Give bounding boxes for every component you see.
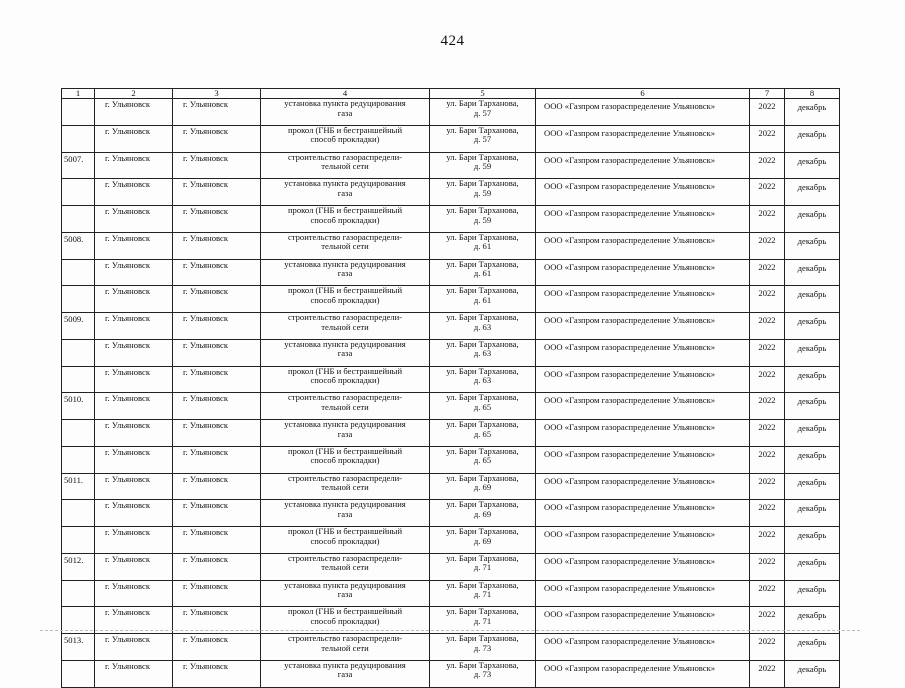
work-type-cell: [261, 366, 430, 393]
work-type-cell: [261, 259, 430, 286]
column-header: 4: [261, 89, 430, 99]
organization-cell: ООО «Газпром газораспределение Ульяновск»: [536, 232, 750, 259]
year-cell: 2022: [750, 313, 785, 340]
year-cell: 2022: [750, 500, 785, 527]
table-row: [62, 232, 840, 259]
column-header-row: [62, 89, 840, 99]
month-cell: декабрь: [785, 580, 840, 607]
column-header: 6: [536, 89, 750, 99]
address-cell-line: ул. Бари Тарханова,: [446, 473, 519, 483]
address-cell: [430, 286, 536, 313]
column-header: 2: [95, 89, 173, 99]
year-cell: 2022: [750, 393, 785, 420]
city-cell: г. Ульяновск: [95, 206, 173, 233]
address-cell-line: д. 61: [473, 294, 492, 305]
address-cell-line: ул. Бари Тарханова,: [446, 392, 519, 403]
work-type-cell-line: газа: [337, 107, 353, 118]
city-cell: г. Ульяновск: [95, 152, 173, 179]
row-number-cell: [62, 339, 95, 366]
work-type-cell-line: установка пункта редуцирования: [284, 660, 406, 670]
city-cell: г. Ульяновск: [95, 339, 173, 366]
table-row: [62, 259, 840, 286]
address-cell-line: д. 65: [473, 401, 492, 412]
work-type-cell-line: установка пункта редуцирования: [284, 580, 406, 590]
work-type-cell: [261, 473, 430, 500]
month-cell: декабрь: [785, 286, 840, 313]
column-header: 1: [62, 89, 95, 99]
work-type-cell: [261, 634, 430, 661]
address-cell: [430, 179, 536, 206]
address-cell: [430, 473, 536, 500]
page-edge-divider: [40, 630, 860, 631]
work-type-cell-line: прокол (ГНБ и бестраншейный: [287, 205, 403, 215]
address-cell-line: ул. Бари Тарханова,: [446, 125, 519, 135]
settlement-cell: г. Ульяновск: [173, 634, 261, 661]
year-cell: 2022: [750, 179, 785, 206]
work-type-cell: [261, 125, 430, 152]
year-cell: 2022: [750, 232, 785, 259]
table-row: [62, 313, 840, 340]
work-type-cell-line: тельной сети: [321, 562, 369, 573]
table-row: [62, 152, 840, 179]
city-cell: г. Ульяновск: [95, 259, 173, 286]
work-type-cell-line: установка пункта редуцирования: [284, 499, 406, 510]
organization-cell: ООО «Газпром газораспределение Ульяновск»: [536, 99, 750, 126]
work-type-cell-line: тельной сети: [321, 401, 369, 412]
address-cell-line: ул. Бари Тарханова,: [446, 152, 519, 162]
organization-cell: ООО «Газпром газораспределение Ульяновск»: [536, 500, 750, 527]
address-cell-line: ул. Бари Тарханова,: [446, 526, 519, 536]
year-cell: 2022: [750, 580, 785, 607]
year-cell: 2022: [750, 553, 785, 580]
address-cell-line: ул. Бари Тарханова,: [446, 553, 519, 563]
row-number-cell: [62, 125, 95, 152]
organization-cell: ООО «Газпром газораспределение Ульяновск»: [536, 125, 750, 152]
month-cell: декабрь: [785, 393, 840, 420]
address-cell: [430, 393, 536, 420]
address-cell-line: ул. Бари Тарханова,: [446, 312, 519, 322]
address-cell-line: д. 71: [473, 615, 492, 626]
settlement-cell: г. Ульяновск: [173, 580, 261, 607]
work-type-cell-line: способ прокладки): [310, 535, 380, 546]
organization-cell: ООО «Газпром газораспределение Ульяновск»: [536, 152, 750, 179]
work-type-cell-line: способ прокладки): [310, 214, 380, 225]
month-cell: декабрь: [785, 366, 840, 393]
work-type-cell: [261, 313, 430, 340]
settlement-cell: г. Ульяновск: [173, 366, 261, 393]
row-number-cell: 5012.: [62, 553, 95, 580]
address-cell-line: д. 61: [473, 268, 492, 279]
work-type-cell-line: прокол (ГНБ и бестраншейный: [287, 446, 403, 456]
address-cell-line: ул. Бари Тарханова,: [446, 499, 519, 510]
address-cell-line: ул. Бари Тарханова,: [446, 205, 519, 215]
address-cell: [430, 206, 536, 233]
address-cell-line: ул. Бари Тарханова,: [446, 419, 519, 429]
row-number-cell: [62, 259, 95, 286]
work-type-cell-line: газа: [337, 348, 353, 359]
organization-cell: ООО «Газпром газораспределение Ульяновск»: [536, 366, 750, 393]
address-cell: [430, 259, 536, 286]
address-cell-line: д. 59: [473, 214, 492, 225]
settlement-cell: г. Ульяновск: [173, 527, 261, 554]
address-cell: [430, 339, 536, 366]
year-cell: 2022: [750, 607, 785, 634]
row-number-cell: [62, 179, 95, 206]
column-header: 3: [173, 89, 261, 99]
work-type-cell: [261, 500, 430, 527]
year-cell: 2022: [750, 339, 785, 366]
work-type-cell: [261, 553, 430, 580]
settlement-cell: г. Ульяновск: [173, 473, 261, 500]
address-cell-line: ул. Бари Тарханова,: [446, 259, 519, 269]
row-number-cell: 5009.: [62, 313, 95, 340]
month-cell: декабрь: [785, 446, 840, 473]
month-cell: декабрь: [785, 339, 840, 366]
address-cell-line: д. 69: [473, 508, 492, 519]
address-cell-line: д. 69: [473, 482, 492, 493]
city-cell: г. Ульяновск: [95, 99, 173, 126]
work-type-cell: [261, 580, 430, 607]
address-cell-line: д. 63: [473, 375, 492, 386]
organization-cell: ООО «Газпром газораспределение Ульяновск»: [536, 206, 750, 233]
column-header: 8: [785, 89, 840, 99]
work-type-cell: [261, 232, 430, 259]
city-cell: г. Ульяновск: [95, 553, 173, 580]
month-cell: декабрь: [785, 420, 840, 447]
table-row: [62, 99, 840, 126]
work-type-cell-line: строительство газораспредели-: [287, 392, 403, 403]
month-cell: декабрь: [785, 152, 840, 179]
work-type-cell-line: прокол (ГНБ и бестраншейный: [287, 285, 403, 296]
work-type-cell: [261, 527, 430, 554]
address-cell: [430, 580, 536, 607]
work-type-cell: [261, 660, 430, 687]
organization-cell: ООО «Газпром газораспределение Ульяновск»: [536, 527, 750, 554]
settlement-cell: г. Ульяновск: [173, 393, 261, 420]
city-cell: г. Ульяновск: [95, 500, 173, 527]
month-cell: декабрь: [785, 634, 840, 661]
city-cell: г. Ульяновск: [95, 232, 173, 259]
row-number-cell: 5010.: [62, 393, 95, 420]
address-cell: [430, 366, 536, 393]
settlement-cell: г. Ульяновск: [173, 339, 261, 366]
settlement-cell: г. Ульяновск: [173, 446, 261, 473]
work-type-cell: [261, 99, 430, 126]
work-type-cell-line: газа: [337, 268, 353, 279]
month-cell: декабрь: [785, 500, 840, 527]
address-cell-line: д. 73: [473, 669, 492, 680]
row-number-cell: 5008.: [62, 232, 95, 259]
work-type-cell-line: способ прокладки): [310, 615, 380, 626]
settlement-cell: г. Ульяновск: [173, 99, 261, 126]
year-cell: 2022: [750, 446, 785, 473]
settlement-cell: г. Ульяновск: [173, 152, 261, 179]
address-cell-line: ул. Бари Тарханова,: [446, 98, 519, 108]
settlement-cell: г. Ульяновск: [173, 420, 261, 447]
address-cell-line: д. 65: [473, 428, 492, 439]
month-cell: декабрь: [785, 232, 840, 259]
work-type-cell-line: строительство газораспредели-: [287, 152, 403, 162]
organization-cell: ООО «Газпром газораспределение Ульяновск»: [536, 313, 750, 340]
address-cell: [430, 99, 536, 126]
work-type-cell-line: строительство газораспредели-: [287, 232, 403, 242]
organization-cell: ООО «Газпром газораспределение Ульяновск»: [536, 286, 750, 313]
month-cell: декабрь: [785, 607, 840, 634]
month-cell: декабрь: [785, 313, 840, 340]
table-row: [62, 179, 840, 206]
work-type-cell-line: тельной сети: [321, 321, 369, 332]
work-type-cell-line: газа: [337, 589, 353, 600]
work-type-cell-line: прокол (ГНБ и бестраншейный: [287, 366, 403, 376]
month-cell: декабрь: [785, 473, 840, 500]
row-number-cell: [62, 660, 95, 687]
year-cell: 2022: [750, 286, 785, 313]
city-cell: г. Ульяновск: [95, 660, 173, 687]
organization-cell: ООО «Газпром газораспределение Ульяновск»: [536, 339, 750, 366]
table-row: [62, 527, 840, 554]
year-cell: 2022: [750, 660, 785, 687]
address-cell-line: д. 73: [473, 642, 492, 653]
work-type-cell-line: прокол (ГНБ и бестраншейный: [287, 125, 403, 135]
work-type-cell-line: прокол (ГНБ и бестраншейный: [287, 526, 403, 536]
row-number-cell: [62, 366, 95, 393]
settlement-cell: г. Ульяновск: [173, 500, 261, 527]
settlement-cell: г. Ульяновск: [173, 313, 261, 340]
settlement-cell: г. Ульяновск: [173, 660, 261, 687]
settlement-cell: г. Ульяновск: [173, 179, 261, 206]
address-cell: [430, 553, 536, 580]
work-type-cell-line: способ прокладки): [310, 375, 380, 386]
address-cell-line: д. 63: [473, 321, 492, 332]
address-cell-line: ул. Бари Тарханова,: [446, 660, 519, 670]
address-cell-line: ул. Бари Тарханова,: [446, 446, 519, 456]
column-header: 7: [750, 89, 785, 99]
row-number-cell: [62, 420, 95, 447]
work-type-cell: [261, 152, 430, 179]
work-type-cell-line: установка пункта редуцирования: [284, 98, 406, 108]
city-cell: г. Ульяновск: [95, 125, 173, 152]
address-cell-line: д. 61: [473, 241, 492, 252]
address-cell-line: ул. Бари Тарханова,: [446, 285, 519, 296]
address-cell-line: ул. Бари Тарханова,: [446, 232, 519, 242]
settlement-cell: г. Ульяновск: [173, 286, 261, 313]
settlement-cell: г. Ульяновск: [173, 125, 261, 152]
table-row: [62, 393, 840, 420]
table-row: [62, 366, 840, 393]
address-cell: [430, 500, 536, 527]
organization-cell: ООО «Газпром газораспределение Ульяновск»: [536, 393, 750, 420]
city-cell: г. Ульяновск: [95, 179, 173, 206]
work-type-cell: [261, 179, 430, 206]
table-row: [62, 634, 840, 661]
city-cell: г. Ульяновск: [95, 580, 173, 607]
work-type-cell-line: установка пункта редуцирования: [284, 339, 406, 349]
month-cell: декабрь: [785, 206, 840, 233]
work-type-cell-line: газа: [337, 428, 353, 439]
month-cell: декабрь: [785, 527, 840, 554]
address-cell-line: д. 71: [473, 589, 492, 600]
address-cell-line: д. 57: [473, 107, 492, 118]
work-type-cell-line: способ прокладки): [310, 134, 380, 145]
address-cell: [430, 232, 536, 259]
work-type-cell-line: тельной сети: [321, 161, 369, 172]
work-type-cell-line: прокол (ГНБ и бестраншейный: [287, 606, 403, 617]
row-number-cell: [62, 286, 95, 313]
organization-cell: ООО «Газпром газораспределение Ульяновск»: [536, 607, 750, 634]
city-cell: г. Ульяновск: [95, 420, 173, 447]
gas-works-table: [61, 88, 840, 688]
address-cell-line: ул. Бари Тарханова,: [446, 633, 519, 643]
work-type-cell-line: способ прокладки): [310, 455, 380, 466]
table-row: [62, 125, 840, 152]
year-cell: 2022: [750, 259, 785, 286]
work-type-cell-line: строительство газораспредели-: [287, 473, 403, 483]
address-cell-line: д. 59: [473, 161, 492, 172]
organization-cell: ООО «Газпром газораспределение Ульяновск»: [536, 580, 750, 607]
work-type-cell: [261, 393, 430, 420]
work-type-cell: [261, 286, 430, 313]
work-type-cell-line: газа: [337, 669, 353, 680]
organization-cell: ООО «Газпром газораспределение Ульяновск»: [536, 553, 750, 580]
work-type-cell-line: газа: [337, 187, 353, 198]
work-type-cell-line: способ прокладки): [310, 294, 380, 305]
month-cell: декабрь: [785, 179, 840, 206]
address-cell: [430, 446, 536, 473]
organization-cell: ООО «Газпром газораспределение Ульяновск»: [536, 634, 750, 661]
address-cell-line: д. 59: [473, 187, 492, 198]
city-cell: г. Ульяновск: [95, 634, 173, 661]
settlement-cell: г. Ульяновск: [173, 607, 261, 634]
month-cell: декабрь: [785, 553, 840, 580]
row-number-cell: [62, 206, 95, 233]
address-cell-line: ул. Бари Тарханова,: [446, 339, 519, 349]
city-cell: г. Ульяновск: [95, 607, 173, 634]
address-cell: [430, 660, 536, 687]
year-cell: 2022: [750, 206, 785, 233]
work-type-cell: [261, 420, 430, 447]
address-cell-line: ул. Бари Тарханова,: [446, 606, 519, 617]
settlement-cell: г. Ульяновск: [173, 259, 261, 286]
address-cell-line: д. 63: [473, 348, 492, 359]
work-type-cell-line: установка пункта редуцирования: [284, 259, 406, 269]
work-type-cell-line: строительство газораспредели-: [287, 553, 403, 563]
address-cell-line: ул. Бари Тарханова,: [446, 580, 519, 590]
organization-cell: ООО «Газпром газораспределение Ульяновск»: [536, 420, 750, 447]
month-cell: декабрь: [785, 125, 840, 152]
organization-cell: ООО «Газпром газораспределение Ульяновск»: [536, 473, 750, 500]
year-cell: 2022: [750, 99, 785, 126]
month-cell: декабрь: [785, 99, 840, 126]
row-number-cell: 5013.: [62, 634, 95, 661]
settlement-cell: г. Ульяновск: [173, 206, 261, 233]
year-cell: 2022: [750, 125, 785, 152]
work-type-cell-line: строительство газораспредели-: [287, 312, 403, 322]
table-row: [62, 206, 840, 233]
row-number-cell: 5007.: [62, 152, 95, 179]
work-type-cell-line: строительство газораспредели-: [287, 633, 403, 643]
table-row: [62, 420, 840, 447]
address-cell: [430, 152, 536, 179]
year-cell: 2022: [750, 152, 785, 179]
city-cell: г. Ульяновск: [95, 446, 173, 473]
row-number-cell: [62, 527, 95, 554]
work-type-cell-line: установка пункта редуцирования: [284, 178, 406, 189]
address-cell: [430, 527, 536, 554]
work-type-cell-line: газа: [337, 508, 353, 519]
month-cell: декабрь: [785, 660, 840, 687]
table-row: [62, 580, 840, 607]
city-cell: г. Ульяновск: [95, 313, 173, 340]
table-row: [62, 446, 840, 473]
address-cell: [430, 313, 536, 340]
row-number-cell: [62, 580, 95, 607]
settlement-cell: г. Ульяновск: [173, 553, 261, 580]
settlement-cell: г. Ульяновск: [173, 232, 261, 259]
organization-cell: ООО «Газпром газораспределение Ульяновск»: [536, 660, 750, 687]
year-cell: 2022: [750, 473, 785, 500]
page-number: 424: [440, 33, 465, 49]
address-cell-line: ул. Бари Тарханова,: [446, 366, 519, 376]
address-cell-line: д. 71: [473, 562, 492, 573]
table-row: [62, 660, 840, 687]
row-number-cell: [62, 99, 95, 126]
row-number-cell: 5011.: [62, 473, 95, 500]
table-row: [62, 500, 840, 527]
city-cell: г. Ульяновск: [95, 527, 173, 554]
city-cell: г. Ульяновск: [95, 473, 173, 500]
column-header: 5: [430, 89, 536, 99]
year-cell: 2022: [750, 527, 785, 554]
city-cell: г. Ульяновск: [95, 393, 173, 420]
address-cell-line: д. 65: [473, 455, 492, 466]
row-number-cell: [62, 500, 95, 527]
work-type-cell-line: тельной сети: [321, 642, 369, 653]
address-cell: [430, 125, 536, 152]
work-type-cell: [261, 446, 430, 473]
address-cell-line: д. 69: [473, 535, 492, 546]
table-row: [62, 473, 840, 500]
table-row: [62, 286, 840, 313]
address-cell-line: ул. Бари Тарханова,: [446, 178, 519, 189]
year-cell: 2022: [750, 366, 785, 393]
work-type-cell-line: тельной сети: [321, 482, 369, 493]
city-cell: г. Ульяновск: [95, 366, 173, 393]
table-row: [62, 553, 840, 580]
work-type-cell-line: установка пункта редуцирования: [284, 419, 406, 429]
address-cell: [430, 420, 536, 447]
year-cell: 2022: [750, 420, 785, 447]
row-number-cell: [62, 446, 95, 473]
work-type-cell: [261, 339, 430, 366]
organization-cell: ООО «Газпром газораспределение Ульяновск»: [536, 259, 750, 286]
work-type-cell: [261, 206, 430, 233]
city-cell: г. Ульяновск: [95, 286, 173, 313]
work-type-cell-line: тельной сети: [321, 241, 369, 252]
year-cell: 2022: [750, 634, 785, 661]
organization-cell: ООО «Газпром газораспределение Ульяновск»: [536, 446, 750, 473]
address-cell-line: д. 57: [473, 134, 492, 145]
organization-cell: ООО «Газпром газораспределение Ульяновск»: [536, 179, 750, 206]
table-row: [62, 339, 840, 366]
address-cell: [430, 634, 536, 661]
month-cell: декабрь: [785, 259, 840, 286]
